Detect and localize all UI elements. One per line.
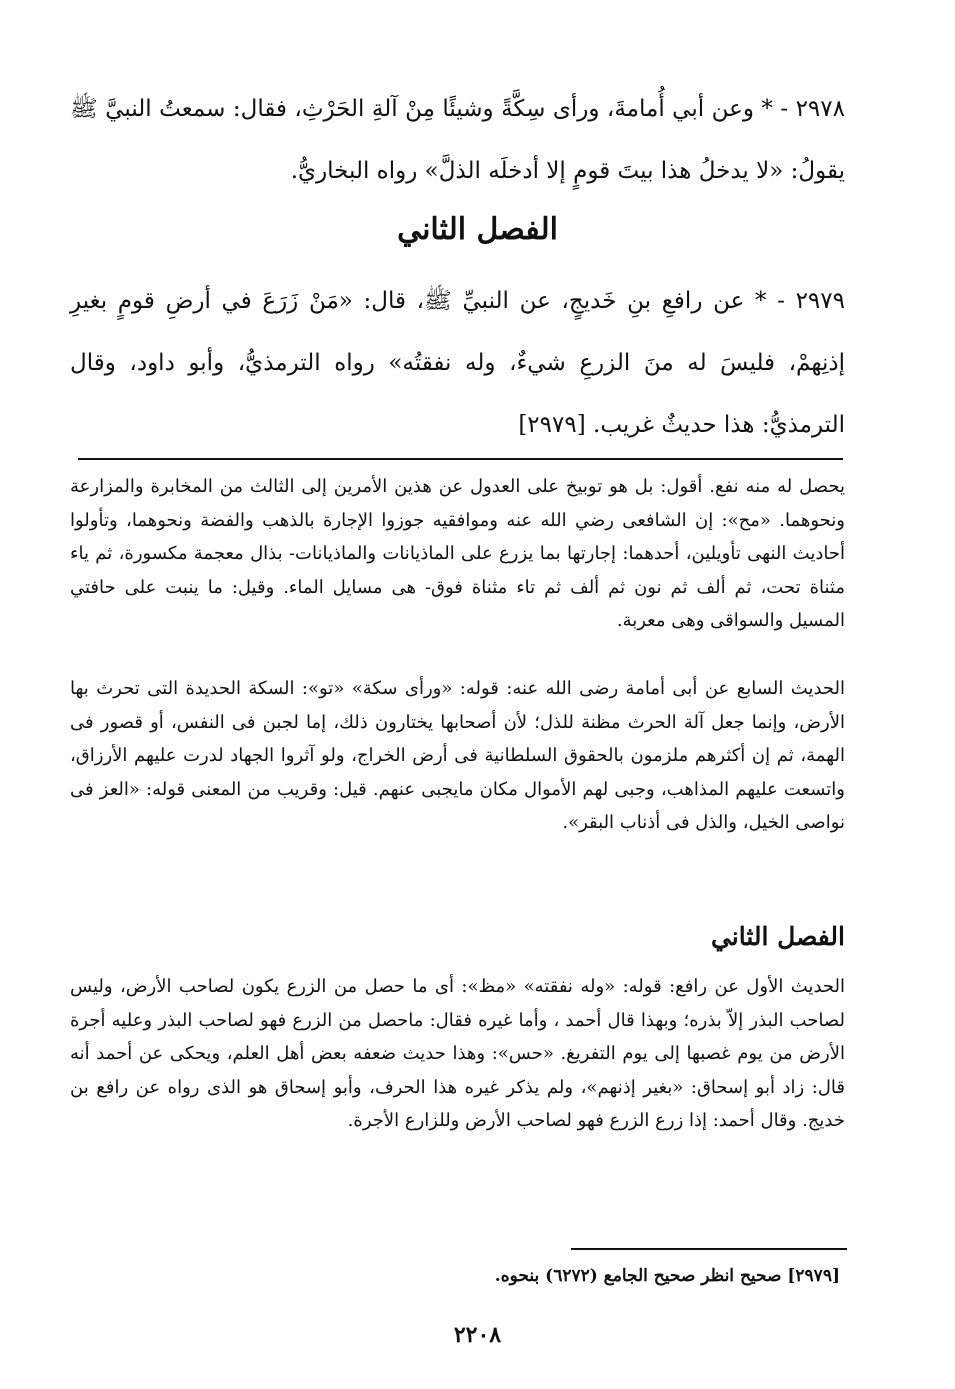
footnote-divider	[571, 1248, 847, 1250]
hadith-2978: ٢٩٧٨ - * وعن أبي أُمامةَ، ورأى سِكَّةً وشيئًا مِنْ آلةِ الحَرْثِ، فقال: سمعتُ النبيَّ ﷺ يقولُ: «لا يدخلُ هذا بيتَ قومٍ إلا أدخلَه الذلَّ» رواه البخاريُّ.	[70, 96, 845, 184]
hadith-2979: ٢٩٧٩ - * عن رافعِ بنِ خَديجٍ، عن النبيِّ ﷺ، قال: «مَنْ زَرَعَ في أرضِ قومٍ بغيرِ إذنِهمْ، فليسَ له منَ الزرعِ شيءٌ، وله نفقتُه» رواه الترمذيُّ، وأبو داود، وقال الترمذيُّ: هذا حديثٌ غريب. [٢٩٧٩]	[70, 288, 845, 438]
divider-line	[78, 458, 843, 460]
commentary-paragraph-2: الحديث السابع عن أبى أمامة رضى الله عنه: قوله: «ورأى سكة» «تو»: السكة الحديدة التى تحرث بها الأرض، وإنما جعل آلة الحرث مظنة للذل؛ لأن أصحابها يختارون ذلك، إما لجبن فى النفس، أو قصور فى الهمة، ثم إن أكثرهم ملزمون بالحقوق السلطانية فى أرض الخراج، ولو آثروا الجهاد لدرت عليهم الأرزاق، واتسعت عليهم المذاهب، وجبى لهم الأموال مكان مايجبى عنهم. قيل: وقريب من المعنى قوله: «العز فى نواصى الخيل، والذل فى أذناب البقر».	[70, 678, 845, 833]
page-number: ٢٢٠٨	[453, 1322, 502, 1348]
section-heading: الفصل الثاني	[397, 212, 558, 247]
commentary-heading: الفصل الثاني	[710, 922, 845, 951]
commentary-paragraph-1: يحصل له منه نفع. أقول: بل هو توبيخ على العدول عن هذين الأمرين إلى الثالث من المخابرة والمزارعة ونحوهما. «مح»: إن الشافعى رضي الله عنه وموافقيه جوزوا الإجارة بالذهب والفضة ونحوهما، وتأولوا أحاديث النهى تأويلين، أحدهما: إجارتها بما يزرع على الماذيانات والماذيانات- بذال معجمة مكسورة، ثم ياء مثناة تحت، ثم ألف ثم نون ثم ألف ثم تاء مثناة فوق- هى مسايل الماء. وقيل: ما ينبت على حافتي المسيل والسواقى وهى معربة.	[70, 476, 845, 631]
footnote: [٢٩٧٩] صحيح انظر صحيح الجامع (٦٢٧٢) بنحوه.	[494, 1266, 840, 1286]
commentary-paragraph-3: الحديث الأول عن رافع: قوله: «وله نفقته» «مظ»: أى ما حصل من الزرع يكون لصاحب الأرض، وليس لصاحب البذر إلاّ بذره؛ وبهذا قال أحمد ، وأما غيره فقال: ماحصل من الزرع فهو لصاحب البذر وعليه أجرة الأرض من يوم غصبها إلى يوم التفريغ. «حس»: وهذا حديث ضعفه بعض أهل العلم، ويحكى عن أحمد أنه قال: زاد أبو إسحاق: «بغير إذنهم»، ولم يذكر غيره هذا الحرف، وأبو إسحاق هو الذى رواه عن رافع بن خديج. وقال أحمد: إذا زرع الزرع فهو لصاحب الأرض وللزارع الأجرة.	[70, 976, 845, 1131]
